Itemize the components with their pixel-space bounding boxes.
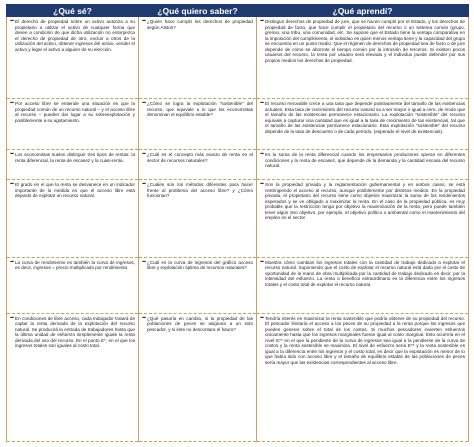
cell-what-i-want-to-know: [139, 180, 257, 257]
table-row: [7, 99, 469, 150]
header-what-i-want-to-know: ¿Qué quiero saber?: [139, 5, 257, 17]
header-what-i-know: ¿Qué sé?: [7, 5, 139, 17]
cell-text: Muestra cómo cambian los ingresos totales con la cantidad de trabajo dedicado a explotar el recurso natural. Suponiendo que el costo de explotar el recurso natural está dado por el costo de oportunidad de la mano de obra multiplicada por la cantidad de trabajo dedicado es decir, por la intensidad del esfuerzo. La renta o beneficio extraordinario es la diferencia entre los ingresos totales y el costo total de explotar el recurso natural.: [265, 259, 465, 287]
arrow-bullet-icon: ➥: [142, 100, 147, 107]
arrow-bullet-icon: ➥: [10, 151, 15, 158]
arrow-bullet-icon: ➥: [260, 181, 265, 188]
cell-what-i-know: [7, 150, 139, 180]
arrow-bullet-icon: ➥: [260, 258, 265, 265]
cell-what-i-want-to-know: [139, 150, 257, 180]
arrow-bullet-icon: ➥: [10, 314, 15, 321]
cell-what-i-want-to-know: [139, 17, 257, 99]
cell-text: Por acceso libre se entiende una situación en que la propiedad común de un recurso natural – y el acceso libre al recurso – pueden dar lugar a su sobreexplotación y posiblemente a su agotamiento.: [15, 101, 135, 123]
arrow-bullet-icon: ➥: [260, 100, 265, 107]
arrow-bullet-icon: ➥: [142, 258, 147, 265]
arrow-bullet-icon: ➥: [142, 314, 147, 321]
cell-what-i-know: [7, 99, 139, 150]
cell-what-i-want-to-know: [139, 99, 257, 150]
cell-text: Distinguir derechos de propiedad de jure, que se hacen cumplir por el Estado, y los derechos de propiedad de facto, que hace cumplir el propietario del recurso o un sistema común (grupo, gremio, una tribu, una comunidad, etc. Se supone que el Estado tiene la ventaja comparativa en la imposición del cumplimiento, el individuo es quien menos ventaja tiene y la capacidad del grupo se encuentra en un punto medio. Que el régimen de derechos de propiedad sea de facto o de jure depende de cómo se aborrote el tiempo común por la intrusión de terceros. Si existen pocos usuarios del recurso, la renta por usuario será elevada y el individuo puede defender por sus propios medios los derechos de propiedad.: [265, 19, 465, 63]
cell-what-i-learned: [257, 150, 469, 180]
table-row: [7, 17, 469, 99]
cell-text: La curva de rendimiento es también la curva de ingresos, es decir, ingresos = precio multiplicado por rendimiento.: [15, 259, 135, 271]
cell-text: Son la propiedad privada y la reglamentación gubernamental y en ambos casos, se está restringiendo el acceso al recurso, aunque posiblemente por distintos medios. En la propiedad privada, el propietario del recurso tiene como objetivo maximizar la suma de los rendimientos esperados y se ve obligado a maximizar la renta. En el caso de la propiedad pública, es muy probable que la restricción tenga por objetivo la maximización de la renta, pero puede también tener algún otro objetivo, por ejemplo, el objetivo político o ambiental como el mantenimiento del empleo en el sector.: [265, 182, 465, 221]
arrow-bullet-icon: ➥: [10, 181, 15, 188]
kwl-table: [6, 4, 469, 442]
arrow-bullet-icon: ➥: [260, 151, 265, 158]
cell-text: ¿Cómo se logra la explotación "sostenible" del recurso, que equivale a lo que los economistas denominan el equilibrio estable?: [147, 101, 253, 118]
cell-text: ¿Cuáles son los métodos diferentes para hacer frente al problema del acceso libre? y ¿Cómo funcionan?: [147, 182, 253, 199]
cell-what-i-know: [7, 180, 139, 257]
table-row: [7, 313, 469, 441]
cell-text: Tendría interés en maximizar la renta sostenible que podría obtener de su propiedad del recurso. El pescador limitaría el acceso a los peces de su propiedad a la renta porque los ingresos que pueden generar sobre el total de los costos. Si muchos pescadores invierten esfuerzos únicamente hasta que los ingresos marginales fueran igual al costo marginal. Esto ocurriría en el nivel E** en el que la pendiente de la curva de ingresos sea igual a la pendiente de la curva de costos y la renta sostenible se maximiza. El nivel de esfuerzo sería E** y la renta sostenible es igual a la diferencia entre los ingresos y el costo total, es decir que la explotación es menor de lo que había sido con acceso libre y el tamaño de equilibrio estable de las poblaciones de peces sería mayor que las existencias correspondientes al acceso libre.: [265, 315, 465, 365]
cell-what-i-learned: [257, 257, 469, 313]
cell-text: El grado en el que la renta se desvanece en un indicador importante de la medida en que el acceso libre está dejando de explotar un recurso natural.: [15, 182, 135, 199]
cell-what-i-know: [7, 257, 139, 313]
table-row: [7, 150, 469, 180]
arrow-bullet-icon: ➥: [142, 18, 147, 24]
header-row: [7, 5, 469, 17]
cell-text: El recurso renovable crece a una tasa que depende positivamente del tamaño de las existencias actuales. Esta tasa de crecimiento del recurso natural va a ser mayor o igual a cero, de modo que el tamaño de las existencias permanece estacionario. La explotación "sostenible" del recurso equivale a capturar una cantidad que es igual a la tasa de crecimiento de las existencias, tal que el tamaño de las existencias permanece estacionario. Esta explotación "sostenible" del recurso depende de la tasa de descuento o de cada período, (esperado el nivel de existencias).: [265, 101, 465, 134]
cell-what-i-learned: [257, 99, 469, 150]
table-row: [7, 180, 469, 257]
cell-what-i-learned: [257, 180, 469, 257]
cell-what-i-know: [7, 313, 139, 441]
table-row: [7, 257, 469, 313]
cell-what-i-know: [7, 17, 139, 99]
header-what-i-learned: ¿Qué aprendí?: [257, 5, 469, 17]
kwl-chart-page: [6, 4, 468, 442]
cell-what-i-learned: [257, 313, 469, 441]
cell-text: Los economistas suelen distinguir tres tipos de rentas: la renta diferencial, la renta de escasez y la cuasi-renta.: [15, 152, 135, 163]
arrow-bullet-icon: ➥: [142, 181, 147, 188]
cell-what-i-want-to-know: [139, 313, 257, 441]
cell-what-i-learned: [257, 17, 469, 99]
cell-text: ¿Cuál es el concepto más exacto de renta en el sector de recursos naturales?: [147, 152, 253, 163]
arrow-bullet-icon: ➥: [142, 151, 147, 158]
cell-text: El derecho de propiedad sobre un activo autoriza a su propietario a utilizar el activo de cualquier forma que desee a condición de que dicha utilización no entorpezca el derecho de propiedad de otro, excluir a otros de la utilización del activo, obtener ingresos del activo, vender el activo y legar el activo a alguien de su elección.: [15, 19, 135, 52]
cell-text: ¿Qué pasaría en cambio, si la propiedad de las poblaciones de peces se asignara a un solo pescador, y si éste no descontara el futuro?: [147, 315, 253, 332]
cell-what-i-want-to-know: [139, 257, 257, 313]
arrow-bullet-icon: ➥: [10, 100, 15, 107]
cell-text: Es la suma de la renta diferencial cuando los empresarios productores operan en diferentes condiciones y la renta de escasez, que depende de la demanda y la cantidad escasa del recurso natural.: [265, 152, 465, 169]
cell-text: En condiciones de libre acceso, cada trabajador tratará de captar la renta derivada de la explotación del recurso natural. Se producirá la entrada de trabajadores hasta que la última unidad de esfuerzo simplemente iguale la renta derivada del uso del recurso. En el punto E*, en el que los ingresos totales son iguales al costo total.: [15, 315, 135, 349]
cell-text: ¿Cuál es la curva de ingresos del gráfico acceso libre y explotación óptima de recursos naturales?: [147, 259, 253, 271]
cell-text: ¿Quién hace cumplir los derechos de propiedad según Alston?: [147, 19, 253, 30]
arrow-bullet-icon: ➥: [10, 258, 15, 265]
arrow-bullet-icon: ➥: [260, 18, 265, 24]
arrow-bullet-icon: ➥: [260, 314, 265, 321]
arrow-bullet-icon: ➥: [10, 18, 15, 24]
